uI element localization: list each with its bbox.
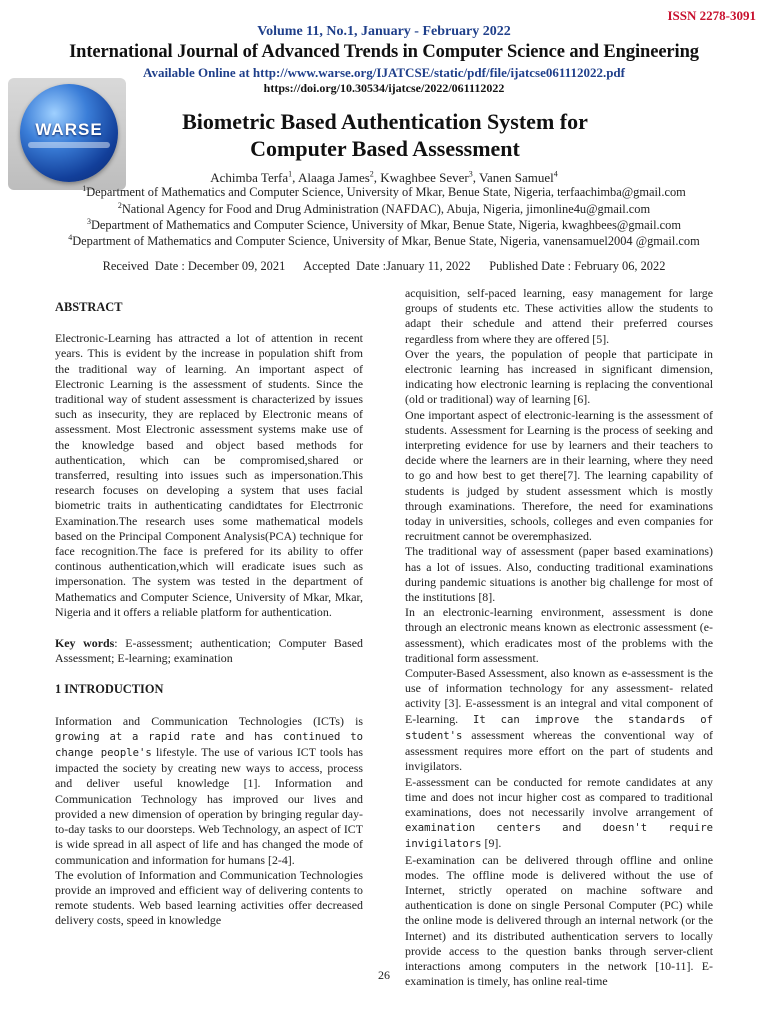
p7-text-c: [9]. — [481, 836, 502, 851]
intro-paragraph-1 — [55, 714, 363, 868]
body-paragraph-4: The traditional way of assessment (paper based examinations) has a lot of issues. Also, conducting traditional examinations during pandemic situations is another big challenge for most of the institutions [8]. — [405, 544, 713, 605]
affiliation-text: Department of Mathematics and Computer Science, University of Mkar, Benue State, Nigeria, kwaghbees@gmail.com — [90, 218, 681, 232]
keywords-label: Key words — [55, 636, 115, 651]
author-sup: 2 — [369, 169, 374, 179]
affiliation-sup: 4 — [68, 232, 73, 242]
body-paragraph-5: In an electronic-learning environment, assessment is done through an electronic means known as electronic assessment (e-assessment), which eradicates most of the problems with the traditional form assessment. — [405, 605, 713, 665]
keywords-text: : E-assessment; authentication; Computer Based Assessment; E-learning; examination — [55, 636, 363, 666]
intro-text-b: growing at a rapid rate and has continued to change people's — [55, 730, 363, 760]
p6-text-c: assessment whereas the conventional way of assessment requires more effort on the part of students and invigilators. — [405, 727, 713, 774]
logo-band — [28, 142, 110, 148]
abstract-heading: ABSTRACT — [55, 300, 123, 314]
body-paragraph-6 — [405, 666, 713, 774]
affiliation-sup: 2 — [117, 200, 122, 210]
p7-text-b: examination centers and doesn't require invigilators — [405, 822, 713, 851]
page-number: 26 — [378, 968, 390, 982]
affiliation-4 — [0, 234, 768, 249]
available-online-link[interactable]: Available Online at http://www.warse.org/IJATCSE/static/pdf/file/ijatcse061112022.pdf — [143, 65, 625, 80]
logo-text: WARSE — [35, 120, 103, 139]
author-name: Alaaga James — [297, 170, 370, 185]
volume-issue: Volume 11, No.1, January - February 2022 — [257, 24, 511, 39]
warse-globe-logo — [20, 84, 118, 182]
body-paragraph-1: acquisition, self-paced learning, easy management for large groups of students etc. These activities allow the students to adapt their schedule and attend their preferred courses regardless from where they are offered [5]. — [405, 286, 713, 346]
body-paragraph-8: E-examination can be delivered through offline and online modes. The offline mode is delivered without the use of Internet, strictly operated on machine software and authentication is done on single Personal Computer (PC) while the online mode is delivered through an internal network (or the Internet) and its distributed authentication servers to locally provide access to the question banks through server-client interactions among computers in the network [10-11]. E-examination is timely, has online real-time — [405, 852, 713, 989]
affiliation-text: National Agency for Food and Drug Administration (NAFDAC), Abuja, Nigeria, jimonline4u@gmail.com — [121, 202, 651, 216]
body-paragraph-3: One important aspect of electronic-learning is the assessment of students. Assessment for Learning is the process of seeking and interpreting evidence for use by learners and their teachers to decide where the learners are in their learning, where they need to go and how best to get there[7]. The learning capability of students is judged by student assessment which is mostly through examinations. Therefore, the need for examinations today in universities, schools, colleges and even companies for recruitment cannot be overemphasized. — [405, 407, 713, 544]
keywords-paragraph — [55, 636, 363, 666]
author-name: Achimba Terfa — [210, 170, 289, 185]
journal-title: International Journal of Advanced Trends in Computer Science and Engineering — [69, 42, 699, 62]
author-name: Kwaghbee Sever — [380, 170, 469, 185]
affiliation-3 — [0, 218, 768, 233]
intro-text-a: Information and Communication Technologies (ICTs) is — [55, 713, 363, 728]
issn-label: ISSN 2278-3091 — [667, 8, 756, 23]
p6-text-a: Computer-Based Assessment, also known as e-assessment is the use of information technology for any assessment- related activity [3]. E-assessment is an integral and vital component of E-learning. — [405, 666, 713, 726]
left-column — [55, 300, 363, 929]
abstract-text: Electronic-Learning has attracted a lot of attention in recent years. This is evident by the increase in population shift from the traditional way of learning. An important aspect of Electronic Learning is the assessment of students. Since the traditional way of student assessment is characterized by issues such as insecurity, they are replaced by Electronic means of assessment. Most Electronic assessment systems make use of the knowledge based and object based methods for authentication, which can be compromised,shared or transferred, resulting into issues such as impersonation.This research focuses on developing a system that uses facial biometric traits in authenticating candidtates for Electrronic Examination.The research uses some mathematical models based on the Principal Component Analysis(PCA) technique for face recognition.The face is prefered for its ability to offer continous authentication,which will eradicate isues such as impersonation. The system was tested in the department of Mathematics and Computer Science, University of Mkar, Mkar, Nigeria and it offers a reliable platform for authentication. — [55, 331, 363, 619]
p6-text-b: It can improve the standards of student's — [405, 713, 713, 742]
affiliation-2 — [0, 202, 768, 217]
author-name: Vanen Samuel — [479, 170, 554, 185]
p7-text-a: E-assessment can be conducted for remote candidates at any time and does not incur higher cost as compared to traditional examinations, does not necessarily involve arrangement of — [405, 774, 713, 819]
body-paragraph-2: Over the years, the population of people that participate in electronic learning has increased in significant dimension, indicating how electronic learning is replacing the conventional (old or traditional) way of learning [6]. — [405, 346, 713, 407]
intro-paragraph-2: The evolution of Information and Communication Technologies provide an improved and efficient way of delivering contents to remote students. Web based learning activities offer decreased delivery costs, speed in knowledge — [55, 867, 363, 928]
publication-dates: Received Date : December 09, 2021 Accepted Date :January 11, 2022 Published Date : February 06, 2022 — [102, 259, 666, 273]
paper-title — [140, 108, 630, 162]
affiliation-text: Department of Mathematics and Computer Science, University of Mkar, Benue State, Nigeria, vanensamuel2004 @gmail.com — [72, 234, 700, 248]
affiliation-sup: 3 — [86, 216, 91, 226]
body-paragraph-7 — [405, 775, 713, 853]
title-line-2: Computer Based Assessment — [250, 136, 520, 161]
intro-text-c: lifestyle. The use of various ICT tools has impacted the society by creating new ways to access, process and deliver useful knowledge [1]. Information and Communication Technology has improved our lives and provided a new dimension of operation by bringing regular day-to-day tasks to our doorsteps. Web Technology, an aspect of ICT is wide spread in all aspect of life and has changed the mode of communication and information for humans [2-4]. — [55, 745, 364, 867]
author-list: Achimba Terfa$^1$, Alaaga James$^2$, Kwaghbee Sever$^3$, Vanen Samuel$^4$ — [210, 169, 558, 185]
affiliation-sup: 1 — [82, 183, 87, 193]
introduction-heading: 1 INTRODUCTION — [55, 682, 164, 697]
affiliation-1 — [0, 185, 768, 200]
title-line-1: Biometric Based Authentication System for — [182, 109, 588, 134]
author-sup: 4 — [553, 169, 558, 179]
right-column — [405, 286, 713, 989]
doi-link[interactable]: https://doi.org/10.30534/ijatcse/2022/061112022 — [263, 81, 505, 95]
author-sup: 1 — [288, 169, 293, 179]
affiliation-text: Department of Mathematics and Computer Science, University of Mkar, Benue State, Nigeria, terfaachimba@gmail.com — [86, 185, 686, 199]
author-sup: 3 — [468, 169, 473, 179]
